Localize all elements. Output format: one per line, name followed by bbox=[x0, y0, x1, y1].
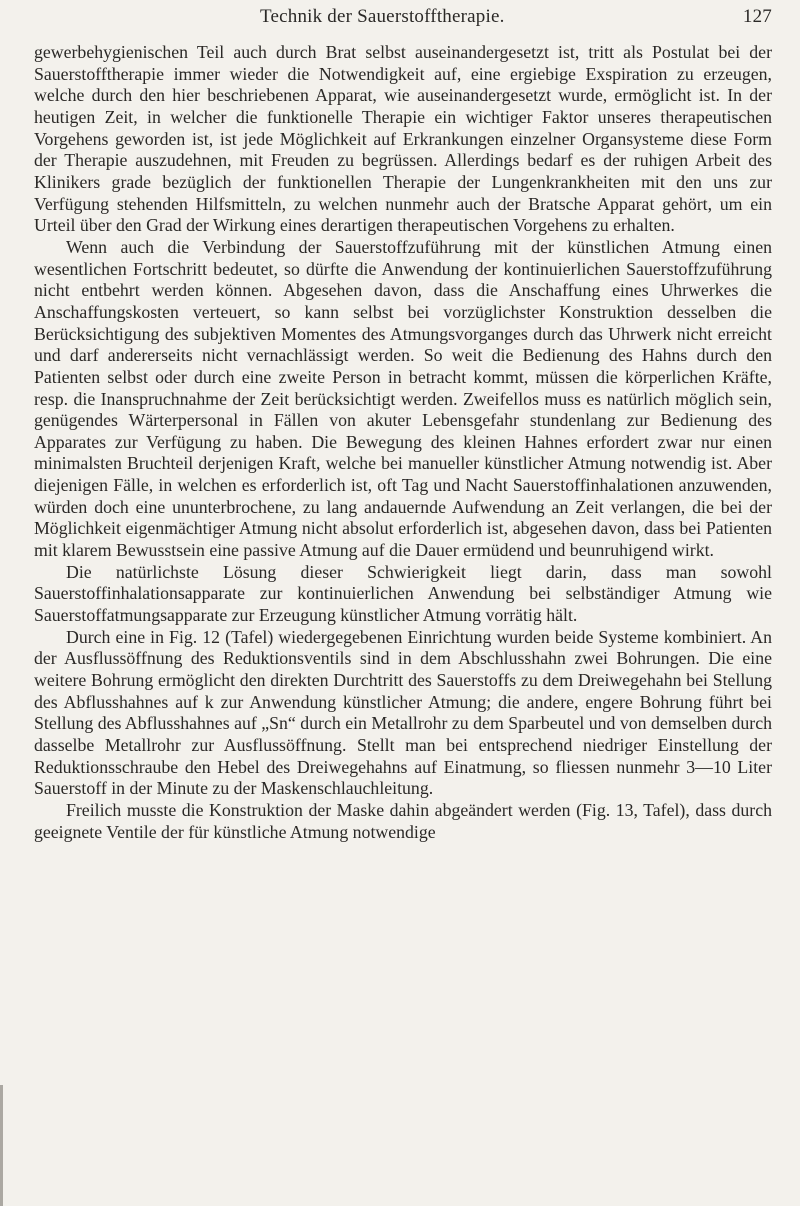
paragraph-fig-13: Freilich musste die Konstruktion der Maske dahin abgeändert werden (Fig. 13, Tafel), dass durch geeignete Ventile der für künstliche Atmung notwendige bbox=[34, 799, 772, 842]
running-head bbox=[60, 6, 772, 32]
running-title: Technik der Sauerstofftherapie. bbox=[260, 6, 505, 27]
page-number: 127 bbox=[742, 6, 772, 27]
page-edge-shadow bbox=[0, 1085, 3, 1206]
paragraph-natural-solution: Die natürlichste Lösung dieser Schwierigkeit liegt darin, dass man sowohl Sauerstoffinhalationsapparate zur kontinuierlichen Anwendung bei selbständiger Atmung wie Sauerstoffatmungsapparate zur Erzeugung künstlicher Atmung vorrätig hält. bbox=[34, 561, 772, 626]
body-text bbox=[34, 42, 772, 843]
paragraph-fig-12: Durch eine in Fig. 12 (Tafel) wiedergegebenen Einrichtung wurden beide Systeme kombiniert. An der Ausflussöffnung des Reduktionsventils sind in dem Abschlusshahn zwei Bohrungen. Die eine weitere Bohrung ermöglicht den direkten Durchtritt des Sauerstoffs zu dem Dreiwegehahn bei Stellung des Abflusshahnes auf k zur Anwendung künstlicher Atmung; die andere, engere Bohrung führt bei Stellung des Abflusshahnes auf „Sn“ durch ein Metallrohr zu dem Sparbeutel und von demselben durch dasselbe Metallrohr zur Ausflussöffnung. Stellt man bei entsprechend niedriger Einstellung der Reduktionsschraube den Hebel des Dreiwegehahns auf Einatmung, so fliessen nunmehr 3—10 Liter Sauerstoff in der Minute zu der Maskenschlauchleitung. bbox=[34, 626, 772, 799]
paragraph-continuation: gewerbehygienischen Teil auch durch Brat selbst auseinandergesetzt ist, tritt als Postulat bei der Sauerstofftherapie immer wieder die Notwendigkeit auf, eine ergiebige Exspiration zu erzeugen, welche durch den hier beschriebenen Apparat, wie auseinandergesetzt wurde, ermöglicht ist. In der heutigen Zeit, in welcher die funktionelle Therapie ein wichtiger Faktor unseres therapeutischen Vorgehens geworden ist, ist jede Möglichkeit auf Erkrankungen einzelner Organsysteme diese Form der Therapie auszudehnen, mit Freuden zu begrüssen. Allerdings bedarf es der ruhigen Arbeit des Klinikers grade bezüglich der funktionellen Therapie der Lungenkrankheiten mit den uns zur Verfügung stehenden Hilfsmitteln, zu welchen nunmehr auch der Bratsche Apparat gehört, um ein Urteil über den Grad der Wirkung eines derartigen therapeutischen Vorgehens zu erhalten. bbox=[34, 42, 772, 236]
paragraph-oxygen-supply: Wenn auch die Verbindung der Sauerstoffzuführung mit der künstlichen Atmung einen wesentlichen Fortschritt bedeutet, so dürfte die Anwendung der kontinuierlichen Sauerstoffzuführung nicht entbehrt werden können. Abgesehen davon, dass die Anschaffung eines Uhrwerkes die Anschaffungskosten verteuert, so kann selbst bei vorzüglichster Konstruktion desselben die Berücksichtigung des subjektiven Momentes des Atmungsvorganges durch das Uhrwerk nicht erreicht und darf andererseits nicht vernachlässigt werden. So weit die Bedienung des Hahns durch den Patienten selbst oder durch eine zweite Person in betracht kommt, müssen die körperlichen Kräfte, resp. die Inanspruchnahme der Zeit berücksichtigt werden. Zweifellos muss es natürlich möglich sein, genügendes Wärterpersonal in Fällen von akuter Lebensgefahr stundenlang zur Bedienung des Apparates zur Verfügung zu haben. Die Bewegung des kleinen Hahnes erfordert zwar nur einen minimalsten Bruchteil derjenigen Kraft, welche bei manueller künstlicher Atmung notwendig ist. Aber diejenigen Fälle, in welchen es erforderlich ist, oft Tag und Nacht Sauerstoffinhalationen anzuwenden, würden doch eine ununterbrochene, zu lang andauernde Aufwendung an Zeit verlangen, die bei der Möglichkeit eigenmächtiger Atmung nicht absolut erforderlich ist, abgesehen davon, dass bei Patienten mit klarem Bewusstsein eine passive Atmung auf die Dauer ermüdend und beunruhigend wirkt. bbox=[34, 236, 772, 561]
